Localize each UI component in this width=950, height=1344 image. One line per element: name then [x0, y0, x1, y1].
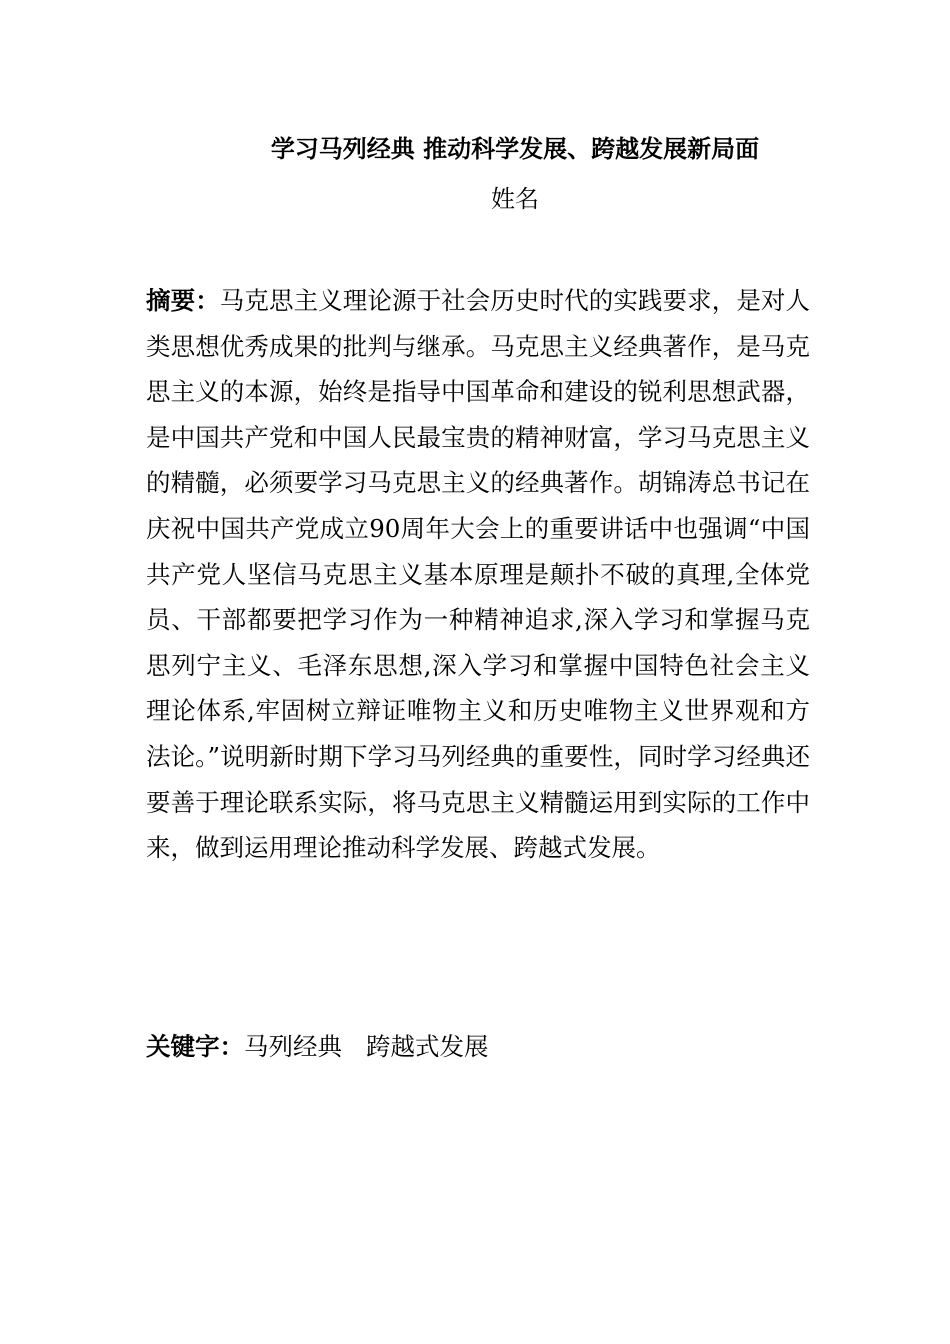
abstract-text: 马克思主义理论源于社会历史时代的实践要求，是对人类思想优秀成果的批判与继承。马克思主义经典著作，是马克思主义的本源，始终是指导中国革命和建设的锐利思想武器，是中国共产党和中国人民最宝贵的精神财富，学习马克思主义的精髓，必须要学习马克思主义的经典著作。胡锦涛总书记在庆祝中国共产党成立90周年大会上的重要讲话中也强调“中国共产党人坚信马克思主义基本原理是颠扑不破的真理,全体党员、干部都要把学习作为一种精神追求,深入学习和掌握马克思列宁主义、毛泽东思想,深入学习和掌握中国特色社会主义理论体系,牢固树立辩证唯物主义和历史唯物主义世界观和方法论。”说明新时期下学习马列经典的重要性，同时学习经典还要善于理论联系实际，将马克思主义精髓运用到实际的工作中来，做到运用理论推动科学发展、跨越式发展。	[146, 286, 811, 863]
abstract-label: 摘要：	[146, 286, 220, 315]
keywords-line	[146, 1024, 810, 1069]
keyword-item: 跨越式发展	[366, 1032, 489, 1061]
keywords-label: 关键字：	[146, 1032, 244, 1061]
abstract-paragraph	[146, 278, 810, 871]
document-title: 学习马列经典 推动科学发展、跨越发展新局面	[270, 134, 760, 163]
keyword-item: 马列经典	[244, 1032, 342, 1061]
author-name: 姓名	[491, 185, 539, 213]
